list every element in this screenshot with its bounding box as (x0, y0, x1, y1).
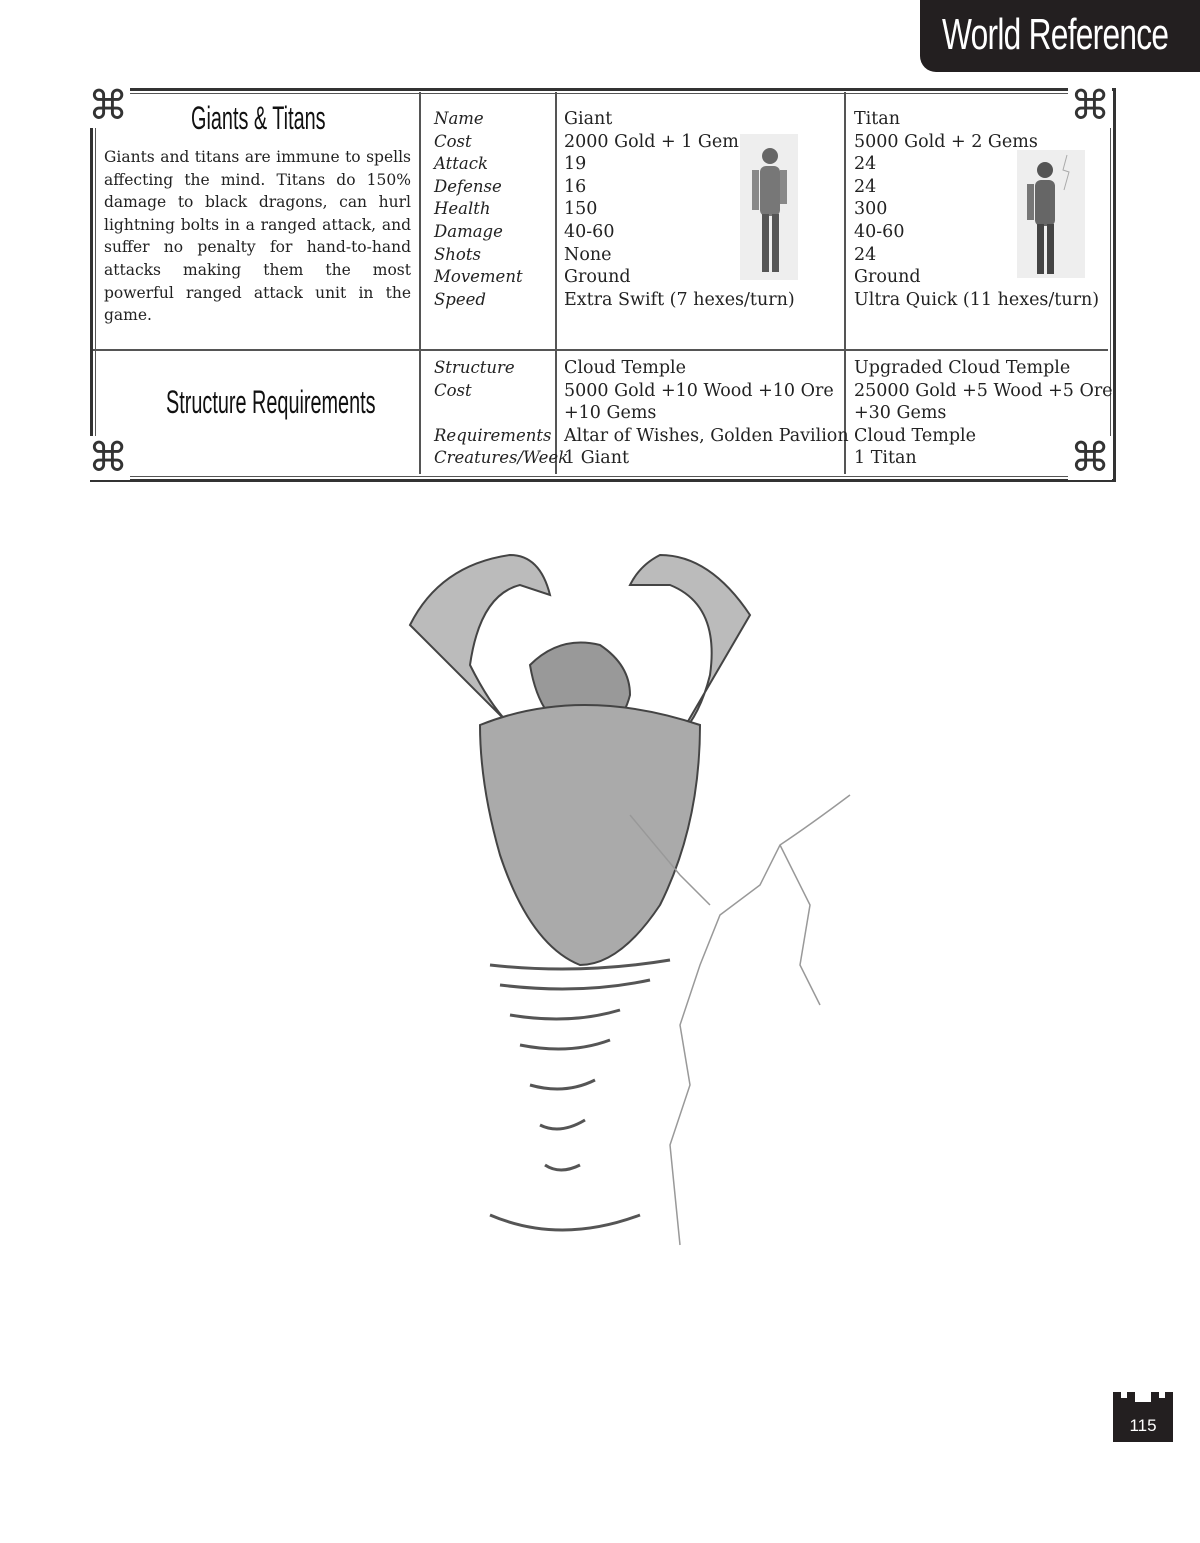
structure-value: 5000 Gold +10 Wood +10 Ore (564, 380, 834, 401)
stat-value: Ground (564, 267, 631, 288)
structure-value: Upgraded Cloud Temple (854, 358, 1071, 378)
titan-stats (854, 108, 1099, 311)
structure-labels (434, 357, 568, 470)
structure-value: 25000 Gold +5 Wood +5 Ore (854, 380, 1113, 401)
stat-value: Extra Swift (7 hexes/turn) (564, 289, 795, 310)
structure-value: Altar of Wishes, Golden Pavilion (564, 425, 849, 446)
page-number: 115 (1129, 1416, 1157, 1435)
structure-value: +10 Gems (564, 403, 657, 424)
stat-value: None (564, 244, 612, 265)
creature-description: Giants and titans are immune to spells affecting the mind. Titans do 150% damage to black dragons, can hurl lightning bolts in a ranged attack, and suffer no penalty for hand-to-hand attacks making them the most powerful ranged attack unit in the game. (104, 148, 411, 325)
stat-label: Damage (434, 221, 503, 241)
stat-label: Movement (434, 267, 523, 287)
giant-stats (564, 108, 795, 311)
stat-value: Ground (854, 267, 921, 288)
stat-value: 2000 Gold + 1 Gem (564, 131, 739, 152)
structure-label (434, 402, 568, 425)
titan-structure (854, 357, 1113, 470)
stat-value: 5000 Gold + 2 Gems (854, 131, 1038, 152)
structure-value: 1 Titan (854, 448, 917, 469)
creature-title: Giants & Titans (191, 100, 326, 136)
section-title: World Reference (942, 10, 1169, 59)
stat-value: 150 (564, 199, 598, 220)
stat-value: 16 (564, 176, 587, 197)
structure-value: Cloud Temple (564, 358, 686, 378)
structure-label: Structure (434, 358, 515, 377)
structure-label: Creatures/Week (434, 448, 569, 468)
structure-value: Cloud Temple (854, 425, 976, 446)
stat-value: 24 (854, 154, 877, 175)
celtic-knot-ornament-icon: ⌘ (1070, 83, 1110, 129)
divider (93, 349, 1108, 351)
stat-value: Ultra Quick (11 hexes/turn) (854, 289, 1100, 310)
structure-label: Requirements (434, 425, 552, 445)
stat-value: Titan (854, 109, 901, 129)
stat-value: 40-60 (564, 221, 615, 242)
stat-value: 300 (854, 199, 888, 220)
stat-label: Shots (434, 244, 481, 264)
page-number-badge (1113, 1392, 1173, 1442)
structure-label: Cost (434, 380, 472, 400)
stat-labels (434, 108, 523, 311)
structure-value: 1 Giant (564, 448, 630, 469)
stat-label: Defense (434, 176, 502, 196)
stat-label: Speed (434, 289, 486, 309)
celtic-knot-ornament-icon: ⌘ (88, 435, 128, 481)
structure-value: +30 Gems (854, 403, 947, 424)
titan-illustration (380, 525, 860, 1295)
stat-value: 40-60 (854, 221, 905, 242)
stat-value: 19 (564, 154, 587, 175)
structure-title: Structure Requirements (166, 384, 376, 420)
stat-label: Health (434, 199, 491, 219)
stat-label: Attack (434, 154, 488, 174)
stat-label: Name (434, 109, 484, 128)
section-header-tab (920, 0, 1200, 72)
stat-value: 24 (854, 244, 877, 265)
celtic-knot-ornament-icon: ⌘ (1070, 435, 1110, 481)
celtic-knot-ornament-icon: ⌘ (88, 83, 128, 129)
stat-value: 24 (854, 176, 877, 197)
stat-label: Cost (434, 131, 472, 151)
giant-structure (564, 357, 849, 470)
stat-value: Giant (564, 109, 613, 129)
divider (419, 92, 421, 474)
